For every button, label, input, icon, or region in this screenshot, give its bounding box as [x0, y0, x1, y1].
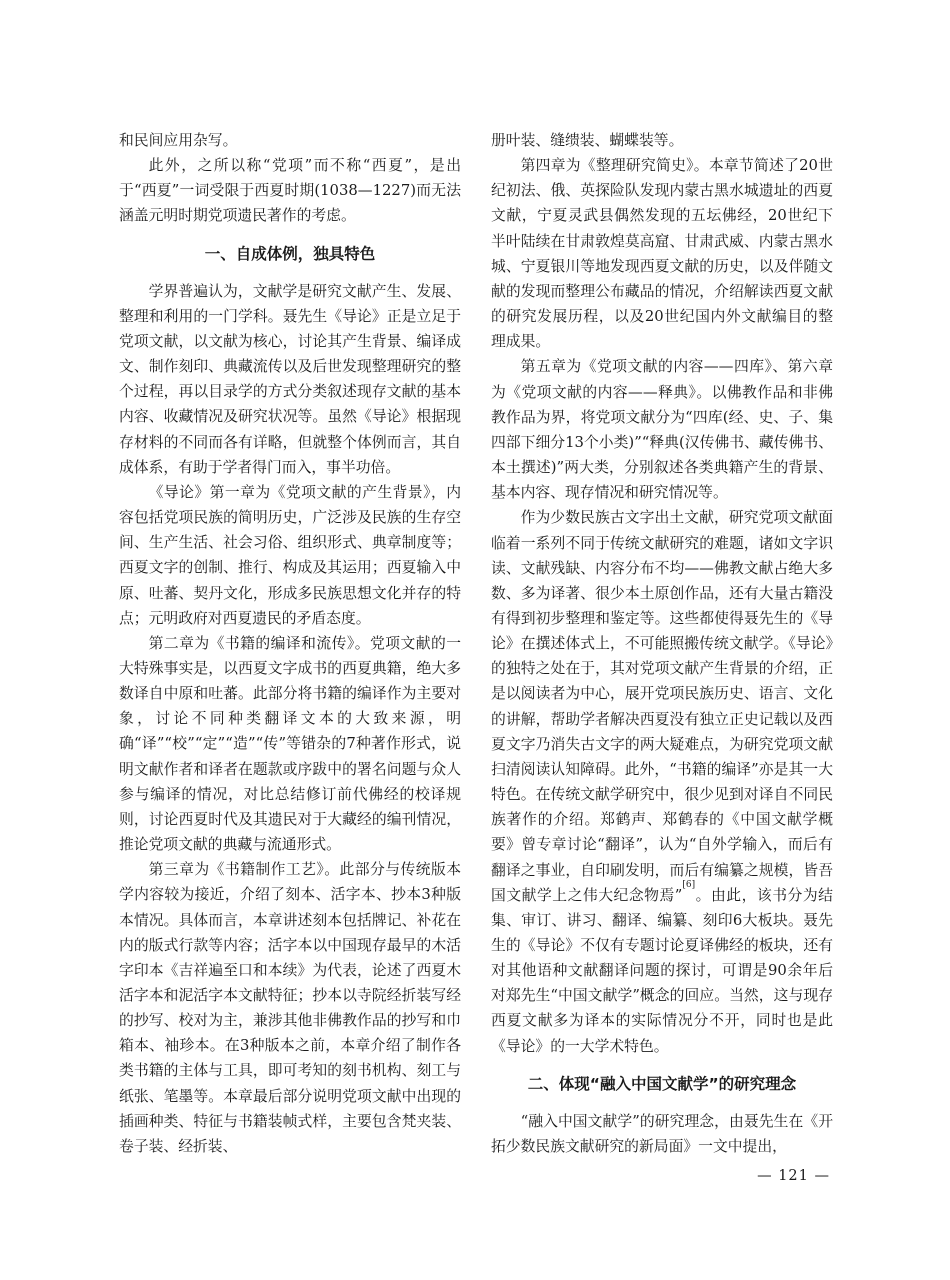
- paragraph: 《导论》第一章为《党项文献的产生背景》，内容包括党项民族的简明历史，广泛涉及民族的生存空间、生产生活、社会习俗、组织形式、典章制度等；西夏文字的创制、推行、构成及其运用；西夏输入中原、吐蕃、契丹文化，形成多民族思想文化并存的特点；元明政府对西夏遗民的矛盾态度。: [119, 483, 461, 627]
- paragraph: 第五章为《党项文献的内容——四库》、第六章为《党项文献的内容——释典》。以佛教作品和非佛教作品为界，将党项文献分为“四库(经、史、子、集四部下细分13个小类)”“释典(汉传佛书、藏传佛书、本土撰述)”两大类，分别叙述各类典籍产生的背景、基本内容、现存情况和研究情况等。: [491, 358, 833, 502]
- paragraph: 和民间应用杂写。: [119, 132, 238, 149]
- paragraph: 第四章为《整理研究简史》。本章节简述了20世纪初法、俄、英探险队发现内蒙古黑水城遗址的西夏文献，宁夏灵武县偶然发现的五坛佛经，20世纪下半叶陆续在甘肃敦煌莫高窟、甘肃武威、内蒙古黑水城、宁夏银川等地发现西夏文献的历史，以及伴随文献的发现而整理公布藏品的情况，介绍解读西夏文献的研究发展历程，以及20世纪国内外文献编目的整理成果。: [491, 157, 833, 351]
- left-column: [119, 128, 461, 1159]
- paragraph: 此外，之所以称“党项”而不称“西夏”，是出于“西夏”一词受限于西夏时期(1038—1227)而无法涵盖元明时期党项遗民著作的考虑。: [119, 157, 461, 225]
- section-heading-2: 二、体现“融入中国文献学”的研究理念: [527, 1074, 797, 1093]
- paragraph-text: 。由此，该书分为结集、审订、讲习、翻译、编纂、刻印6大板块。聂先生的《导论》不仅有专题讨论夏译佛经的板块，还有对其他语种文献翻译问题的探讨，可谓是90余年后对郑先生“中国文献学”概念的回应。当然，这与现存西夏文献多为译本的实际情况分不开，同时也是此《导论》的一大学术特色。: [491, 886, 833, 1055]
- paragraph: [491, 505, 833, 1058]
- paragraph: 学界普遍认为，文献学是研究文献产生、发展、整理和利用的一门学科。聂先生《导论》正是立足于党项文献，以文献为核心，讨论其产生背景、编译成文、制作刻印、典藏流传以及后世发现整理研究的整个过程，再以目录学的方式分类叙述现存文献的基本内容、收藏情况及研究状况等。虽然《导论》根据现存材料的不同而各有详略，但就整个体例而言，其自成体系，有助于学者得门而入，事半功倍。: [119, 282, 461, 476]
- paragraph: 册叶装、缝缋装、蝴蝶装等。: [491, 132, 684, 149]
- footnote-reference[interactable]: [6]: [682, 879, 696, 890]
- paragraph: “融入中国文献学”的研究理念，由聂先生在《开拓少数民族文献研究的新局面》一文中提出，: [491, 1112, 833, 1155]
- paragraph-text: 作为少数民族古文字出土文献，研究党项文献面临着一系列不同于传统文献研究的难题，诸如文字识读、文献残缺、内容分布不均——佛教文献占绝大多数、多为译著、很少本土原创作品，还有大量古籍没有得到初步整理和鉴定等。这些都使得聂先生的《导论》在撰述体式上，不可能照搬传统文献学。《导论》的独特之处在于，其对党项文献产生背景的介绍，正是以阅读者为中心，展开党项民族历史、语言、文化的讲解，帮助学者解决西夏没有独立正史记载以及西夏文字乃消失古文字的两大疑难点，为研究党项文献扫清阅读认知障碍。此外，“书籍的编译”亦是其一大特色。在传统文献学研究中，很少见到对译自不同民族著作的介绍。郑鹤声、郑鹤春的《中国文献学概要》曾专章讨论“翻译”，认为“自外学输入，而后有翻译之事业，自印刷发明，而后有编纂之规模，皆吾国文献学上之伟大纪念物焉”: [491, 509, 833, 904]
- paragraph: 第三章为《书籍制作工艺》。此部分与传统版本学内容较为接近，介绍了刻本、活字本、抄本3种版本情况。具体而言，本章讲述刻本包括牌记、补花在内的版式行款等内容；活字本以中国现存最早的木活字印本《吉祥遍至口和本续》为代表，论述了西夏木活字本和泥活字本文献特征；抄本以寺院经折装写经的抄写、校对为主，兼涉其他非佛教作品的抄写和巾箱本、袖珍本。在3种版本之前，本章介绍了制作各类书籍的主体与工具，即可考知的刻书机构、刻工与纸张、笔墨等。本章最后部分说明党项文献中出现的插画种类、特征与书籍装帧式样，主要包含梵夹装、卷子装、经折装、: [119, 861, 461, 1155]
- section-heading-1: 一、自成体例，独具特色: [204, 244, 376, 263]
- right-column: [491, 128, 833, 1159]
- paragraph: 第二章为《书籍的编译和流传》。党项文献的一大特殊事实是，以西夏文字成书的西夏典籍，绝大多数译自中原和吐蕃。此部分将书籍的编译作为主要对象，讨论不同种类翻译文本的大致来源，明确“译”“校”“定”“造”“传”等错杂的7种著作形式，说明文献作者和译者在题款或序跋中的署名问题与众人参与编译的情况，对比总结修订前代佛经的校译规则，讨论西夏时代及其遗民对于大藏经的编刊情况，推论党项文献的典藏与流通形式。: [119, 634, 461, 854]
- page-number: — 121 —: [757, 1168, 830, 1184]
